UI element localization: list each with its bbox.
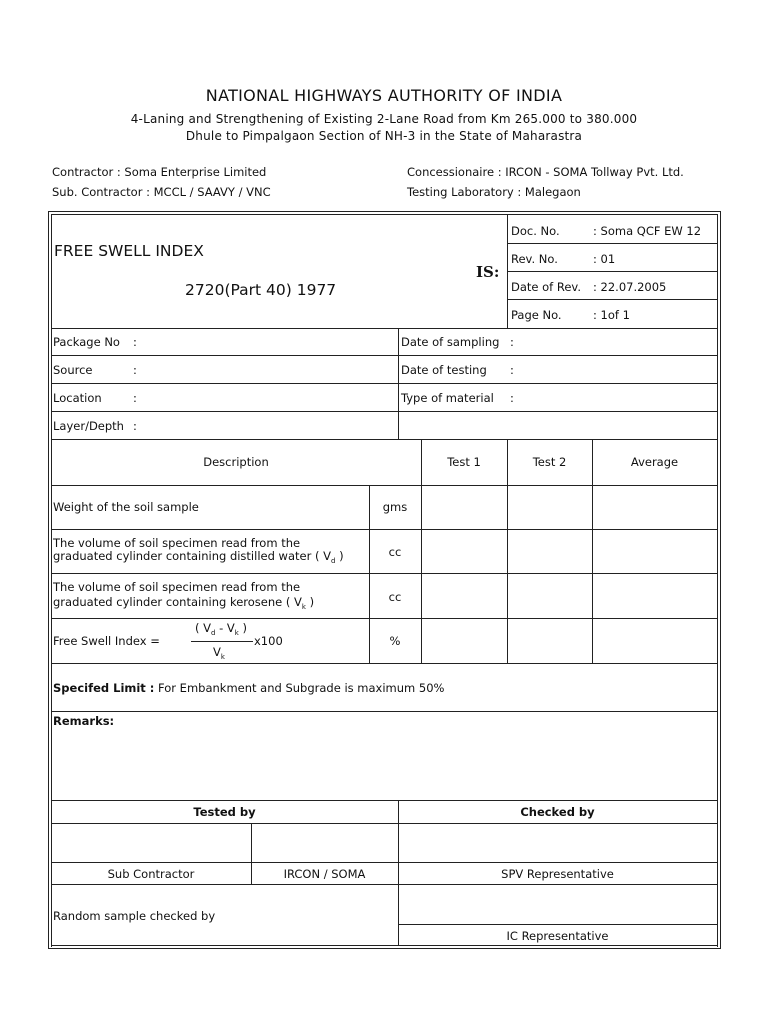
date-testing-colon: : [510,363,514,377]
rev-no-value: : 01 [593,252,616,266]
project-line-1: 4-Laning and Strengthening of Existing 2-Lane Road from Km 265.000 to 380.000 [130,112,638,126]
layer-depth-colon: : [133,419,137,433]
fsi-label: Free Swell Index = [53,634,160,648]
remarks-label: Remarks: [53,714,115,728]
date-of-rev-value: : 22.07.2005 [593,280,667,294]
distilled-row-line2 [53,549,344,565]
distilled-row-line1: The volume of soil specimen read from the [53,536,301,550]
kerosene-close: ) [305,595,315,609]
doc-no-value: : Soma QCF EW 12 [593,224,702,238]
date-testing-label: Date of testing [401,363,487,377]
contractor-text: Contractor : Soma Enterprise Limited [52,165,267,179]
fsi-fraction-bar [191,641,253,642]
distilled-close: ) [335,549,344,563]
fsi-num-mid: - V [215,621,235,635]
source-colon: : [133,363,137,377]
project-line-2: Dhule to Pimpalgaon Section of NH-3 in the State of Maharastra [185,129,583,143]
type-material-colon: : [510,391,514,405]
spv-rep-sign: SPV Representative [501,867,614,881]
ic-rep-sign: IC Representative [506,929,609,943]
fsi-num-open: ( V [195,621,212,635]
checked-by-header: Checked by [520,805,595,819]
distilled-row-unit: cc [388,545,402,559]
description-header: Description [203,455,269,469]
package-no-colon: : [133,335,137,349]
source-label: Source [53,363,93,377]
layer-depth-label: Layer/Depth [53,419,124,433]
sub-contractor-text: Sub. Contractor : MCCL / SAAVY / VNC [52,185,271,199]
fsi-den-sub: k [220,653,225,661]
test2-header: Test 2 [532,455,567,469]
fsi-denominator [213,645,225,661]
weight-row-desc: Weight of the soil sample [53,500,199,514]
ircon-soma-sign: IRCON / SOMA [283,867,366,881]
testing-lab-text: Testing Laboratory : Malegaon [407,185,581,199]
kerosene-row-line1: The volume of soil specimen read from the [53,580,301,594]
package-no-label: Package No [53,335,120,349]
test1-header: Test 1 [447,455,481,469]
doc-no-label: Doc. No. [511,224,560,238]
rev-no-label: Rev. No. [511,252,558,266]
is-standard: 2720(Part 40) 1977 [185,281,337,299]
form-title: FREE SWELL INDEX [54,242,204,260]
sub-contractor-sign: Sub Contractor [107,867,195,881]
kerosene-row-line2 [53,595,314,611]
average-header: Average [630,455,679,469]
page-no-value: : 1of 1 [593,308,630,322]
kerosene-row-unit: cc [388,590,402,604]
specified-limit-text: For Embankment and Subgrade is maximum 50% [154,681,445,695]
location-colon: : [133,391,137,405]
fsi-num-close: ) [238,621,248,635]
specified-limit [53,681,444,695]
date-sampling-colon: : [510,335,514,349]
specified-limit-label: Specifed Limit : [53,681,155,695]
date-of-rev-label: Date of Rev. [511,280,581,294]
tested-by-header: Tested by [193,805,256,819]
kerosene-subscript: k [301,603,306,611]
fsi-den: V [213,645,221,659]
page-no-label: Page No. [511,308,562,322]
type-material-label: Type of material [401,391,494,405]
fsi-multiplier: x100 [254,634,283,648]
fsi-unit: % [389,634,401,648]
distilled-row-text: graduated cylinder containing distilled water ( V [53,549,331,563]
fsi-num-sub-d: d [211,629,216,637]
date-sampling-label: Date of sampling [401,335,500,349]
org-title: NATIONAL HIGHWAYS AUTHORITY OF INDIA [205,86,563,105]
is-label: IS: [476,263,500,281]
random-sample-label: Random sample checked by [53,909,216,923]
kerosene-row-text: graduated cylinder containing kerosene ( V [53,595,302,609]
location-label: Location [53,391,102,405]
concessionaire-text: Concessionaire : IRCON - SOMA Tollway Pvt. Ltd. [407,165,684,179]
distilled-subscript: d [330,557,336,565]
weight-row-unit: gms [382,500,408,514]
fsi-numerator [195,621,247,637]
fsi-num-sub-k: k [234,629,239,637]
